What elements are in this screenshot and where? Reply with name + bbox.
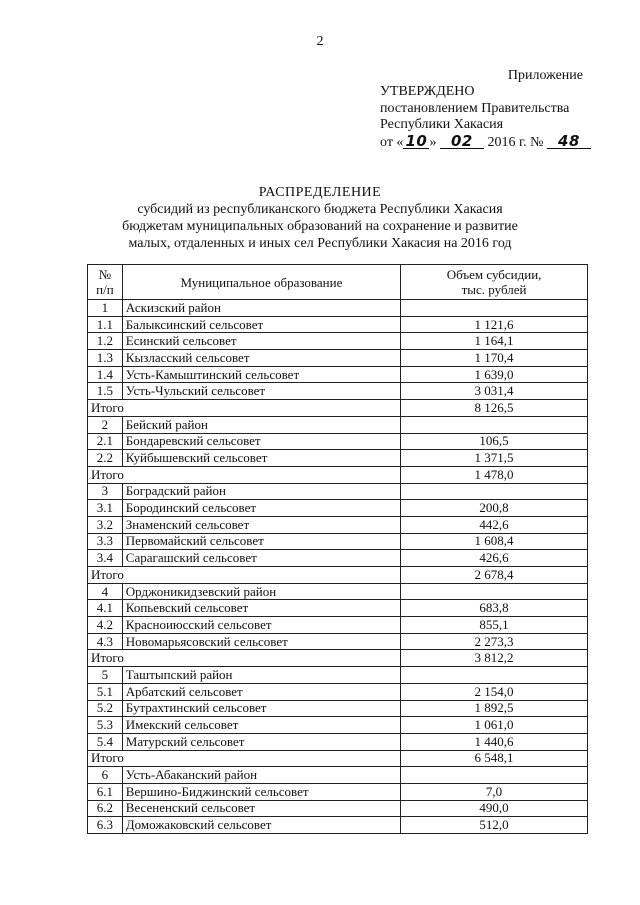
table-row [88, 717, 588, 734]
municipality-name: Усть-Чульский сельсовет [122, 383, 400, 400]
row-number: 3.2 [88, 516, 123, 533]
subsidy-value: 2 154,0 [401, 683, 588, 700]
row-number: 5.1 [88, 683, 123, 700]
district-row [88, 300, 588, 317]
district-name: Таштыпский район [122, 667, 400, 684]
subsidy-value: 1 164,1 [401, 333, 588, 350]
district-row [88, 416, 588, 433]
title-heading: РАСПРЕДЕЛЕНИЕ [258, 185, 382, 200]
municipality-name: Весененский сельсовет [122, 800, 400, 817]
row-number: 4.2 [88, 617, 123, 634]
subsidy-value: 1 170,4 [401, 350, 588, 367]
page-number: 2 [316, 34, 324, 49]
subsidy-value [401, 583, 588, 600]
table-row [88, 633, 588, 650]
municipality-name: Первомайский сельсовет [122, 533, 400, 550]
table-body [88, 300, 588, 834]
date-mid: » [429, 134, 437, 150]
row-number: 6.3 [88, 817, 123, 834]
total-row [88, 466, 588, 483]
subsidy-value: 7,0 [401, 783, 588, 800]
row-number: 1.4 [88, 366, 123, 383]
district-name: Боградский район [122, 483, 400, 500]
subsidy-value: 1 061,0 [401, 717, 588, 734]
date-prefix: от « [380, 134, 404, 150]
header-num [88, 265, 123, 300]
subsidy-value: 855,1 [401, 617, 588, 634]
subsidy-value [401, 416, 588, 433]
district-row [88, 767, 588, 784]
row-number: 5.2 [88, 700, 123, 717]
row-number: 2.1 [88, 433, 123, 450]
row-number: 3.1 [88, 500, 123, 517]
municipality-name: Бородинский сельсовет [122, 500, 400, 517]
municipality-name: Матурский сельсовет [122, 733, 400, 750]
subsidy-value: 3 812,2 [401, 650, 588, 667]
title-line-2: бюджетам муниципальных образований на сохранение и развитие [122, 219, 518, 234]
title-line-1: субсидий из республиканского бюджета Республики Хакасия [137, 202, 503, 217]
table-row [88, 683, 588, 700]
table-header-row [88, 265, 588, 300]
approval-word: УТВЕРЖДЕНО [380, 84, 475, 99]
subsidy-value: 2 273,3 [401, 633, 588, 650]
subsidy-value: 683,8 [401, 600, 588, 617]
municipality-name: Арбатский сельсовет [122, 683, 400, 700]
title-line-3: малых, отдаленных и иных сел Республики Хакасия на 2016 год [128, 236, 512, 251]
district-row [88, 483, 588, 500]
table-row [88, 516, 588, 533]
total-label: Итого [88, 466, 401, 483]
subsidy-value: 1 121,6 [401, 316, 588, 333]
municipality-name: Копьевский сельсовет [122, 600, 400, 617]
subsidy-value: 1 639,0 [401, 366, 588, 383]
municipality-name: Бутрахтинский сельсовет [122, 700, 400, 717]
subsidy-value [401, 483, 588, 500]
subsidy-value [401, 767, 588, 784]
municipality-name: Новомарьясовский сельсовет [122, 633, 400, 650]
approval-block [380, 84, 591, 151]
row-number: 4.1 [88, 600, 123, 617]
header-name: Муниципальное образование [122, 265, 400, 300]
row-number: 5.3 [88, 717, 123, 734]
table-row [88, 333, 588, 350]
municipality-name: Кызласский сельсовет [122, 350, 400, 367]
subsidy-value [401, 667, 588, 684]
row-number: 5 [88, 667, 123, 684]
district-row [88, 667, 588, 684]
subsidy-value: 512,0 [401, 817, 588, 834]
table-row [88, 600, 588, 617]
approval-date-line [380, 131, 591, 152]
handwritten-number: 48 [547, 134, 591, 149]
subsidy-value [401, 300, 588, 317]
row-number: 2.2 [88, 450, 123, 467]
row-number: 1.3 [88, 350, 123, 367]
subsidy-value: 106,5 [401, 433, 588, 450]
table-row [88, 550, 588, 567]
table-row [88, 533, 588, 550]
header-num-line-2: п/п [96, 282, 114, 297]
row-number: 6.1 [88, 783, 123, 800]
district-name: Аскизский район [122, 300, 400, 317]
table-row [88, 783, 588, 800]
subsidy-value: 8 126,5 [401, 400, 588, 417]
subsidy-value: 3 031,4 [401, 383, 588, 400]
header-value-line-2: тыс. рублей [461, 282, 527, 297]
approval-line-1: постановлением Правительства [380, 100, 570, 116]
municipality-name: Знаменский сельсовет [122, 516, 400, 533]
row-number: 1.5 [88, 383, 123, 400]
subsidy-value: 2 678,4 [401, 567, 588, 584]
table-row [88, 500, 588, 517]
municipality-name: Доможаковский сельсовет [122, 817, 400, 834]
total-label: Итого [88, 750, 401, 767]
row-number: 1.1 [88, 316, 123, 333]
row-number: 3.3 [88, 533, 123, 550]
header-value [401, 265, 588, 300]
table-row [88, 617, 588, 634]
total-label: Итого [88, 567, 401, 584]
header-value-line-1: Объем субсидии, [446, 267, 542, 282]
municipality-name: Имекский сельсовет [122, 717, 400, 734]
subsidy-value: 1 440,6 [401, 733, 588, 750]
table-row [88, 800, 588, 817]
table-row [88, 366, 588, 383]
row-number: 3 [88, 483, 123, 500]
subsidy-value: 442,6 [401, 516, 588, 533]
municipality-name: Куйбышевский сельсовет [122, 450, 400, 467]
subsidy-value: 1 608,4 [401, 533, 588, 550]
total-row [88, 750, 588, 767]
subsidy-table [87, 264, 588, 834]
table-row [88, 700, 588, 717]
subsidy-value: 490,0 [401, 800, 588, 817]
district-row [88, 583, 588, 600]
table-row [88, 450, 588, 467]
table-row [88, 433, 588, 450]
municipality-name: Балыксинский сельсовет [122, 316, 400, 333]
row-number: 6.2 [88, 800, 123, 817]
municipality-name: Вершино-Биджинский сельсовет [122, 783, 400, 800]
subsidy-value: 1 478,0 [401, 466, 588, 483]
municipality-name: Усть-Камыштинский сельсовет [122, 366, 400, 383]
total-row [88, 567, 588, 584]
handwritten-month: 02 [440, 134, 484, 149]
row-number: 4 [88, 583, 123, 600]
municipality-name: Сарагашский сельсовет [122, 550, 400, 567]
row-number: 1 [88, 300, 123, 317]
subsidy-value: 1 892,5 [401, 700, 588, 717]
total-row [88, 650, 588, 667]
subsidy-value: 200,8 [401, 500, 588, 517]
handwritten-day: 10 [403, 134, 429, 149]
district-name: Орджоникидзевский район [122, 583, 400, 600]
table-row [88, 350, 588, 367]
row-number: 6 [88, 767, 123, 784]
district-name: Бейский район [122, 416, 400, 433]
subsidy-value: 1 371,5 [401, 450, 588, 467]
district-name: Усть-Абаканский район [122, 767, 400, 784]
document-title [0, 184, 640, 252]
total-row [88, 400, 588, 417]
row-number: 3.4 [88, 550, 123, 567]
table-row [88, 316, 588, 333]
row-number: 2 [88, 416, 123, 433]
total-label: Итого [88, 650, 401, 667]
subsidy-value: 6 548,1 [401, 750, 588, 767]
municipality-name: Есинский сельсовет [122, 333, 400, 350]
date-year: 2016 г. № [487, 134, 544, 150]
total-label: Итого [88, 400, 401, 417]
municipality-name: Красноиюсский сельсовет [122, 617, 400, 634]
table-row [88, 383, 588, 400]
approval-line-2: Республики Хакасия [380, 117, 504, 132]
table-row [88, 817, 588, 834]
municipality-name: Бондаревский сельсовет [122, 433, 400, 450]
row-number: 5.4 [88, 733, 123, 750]
header-num-line-1: № [98, 267, 112, 282]
table-row [88, 733, 588, 750]
row-number: 1.2 [88, 333, 123, 350]
appendix-label: Приложение [507, 68, 583, 83]
subsidy-value: 426,6 [401, 550, 588, 567]
row-number: 4.3 [88, 633, 123, 650]
